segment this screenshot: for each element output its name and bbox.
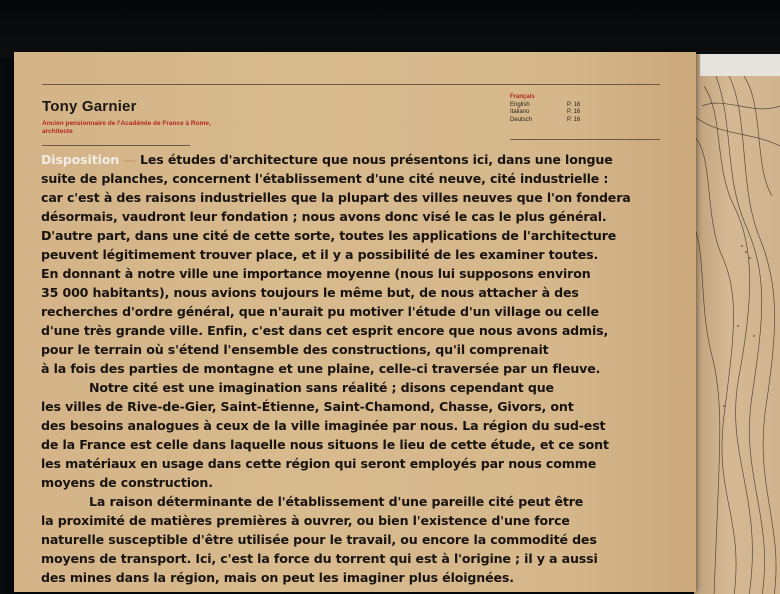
language-name: Français [510,94,535,100]
adjacent-page [694,54,780,594]
text-line-content: Les études d'architecture que nous présentons ici, dans une longue [140,152,613,167]
language-row[interactable] [510,102,580,110]
heading-dash: — [123,152,136,167]
body-text [41,150,661,587]
text-line [41,150,661,169]
author-name: Tony Garnier [42,98,137,115]
adjacent-page-edge [700,54,780,76]
text-line: Notre cité est une imagination sans réalité ; disons cependant que [89,380,554,395]
text-line: recherches d'ordre général, que n'aurait pu motiver l'étude d'un village ou celle [41,304,599,319]
header-rule-right [510,139,660,140]
language-row[interactable] [510,94,580,102]
language-page: P. 16 [567,109,581,115]
language-page: P. 16 [567,116,581,123]
text-line: peuvent légitimement trouver place, et il y a possibilité de les examiner toutes. [41,247,599,262]
language-name: Italiano [510,109,530,115]
language-row[interactable] [510,117,580,125]
text-line: suite de planches, concernent l'établissement d'une cité neuve, cité industrielle : [41,171,609,186]
contour-map-drawing [694,76,780,594]
text-line: de la France est celle dans laquelle nous situons le lieu de cette étude, et ce sont [41,437,609,452]
text-line: d'une très grande ville. Enfin, c'est dans cet esprit encore que nous avons admis, [41,323,609,338]
text-line: 35 000 habitants), nous avions toujours le même but, de nous attacher à des [41,285,579,300]
text-line: La raison déterminante de l'établissement d'une pareille cité peut être [89,494,584,509]
subtitle-line: Ancien pensionnaire de l'Académie de France à Rome, [42,120,211,127]
text-line: la proximité de matières premières à ouvrer, ou bien l'existence d'une force [41,513,570,528]
top-rule [42,84,660,85]
author-subtitle [42,120,252,136]
language-row[interactable] [510,109,580,117]
text-line: à la fois des parties de montagne et une plaine, celle-ci traversée par un fleuve. [41,361,601,376]
text-line: des mines dans la région, mais on peut les imaginer plus éloignées. [41,570,514,585]
text-line: les matériaux en usage dans cette région qui seront employés par nous comme [41,456,597,471]
text-line: les villes de Rive-de-Gier, Saint-Étienne, Saint-Chamond, Chasse, Givors, ont [41,399,574,414]
text-line: En donnant à notre ville une importance moyenne (nous lui supposons environ [41,266,591,281]
language-name: English [510,101,530,108]
text-line: moyens de construction. [41,475,213,490]
language-name: Deutsch [510,116,533,123]
text-line: pour le terrain où s'étend l'ensemble des constructions, qu'il comprenait [41,342,549,357]
header-rule-left [42,145,190,146]
dark-background [0,0,780,58]
subtitle-line: architecte [42,128,73,135]
text-line: moyens de transport. Ici, c'est la force du torrent qui est à l'origine ; il y a aussi [41,551,598,566]
text-line: car c'est à des raisons industrielles que la plupart des villes neuves que l'on fondera [41,190,631,205]
text-line: des besoins analogues à ceux de la ville imaginée par nous. La région du sud-est [41,418,606,433]
language-page: P. 16 [567,101,581,108]
text-line: D'autre part, dans une cité de cette sorte, toutes les applications de l'architecture [41,228,617,243]
language-index [510,94,580,124]
section-heading: Disposition [41,152,120,167]
text-line: naturelle susceptible d'être utilisée pour le travail, ou encore la commodité des [41,532,597,547]
text-line: désormais, vaudront leur fondation ; nous avons donc visé le cas le plus général. [41,209,607,224]
